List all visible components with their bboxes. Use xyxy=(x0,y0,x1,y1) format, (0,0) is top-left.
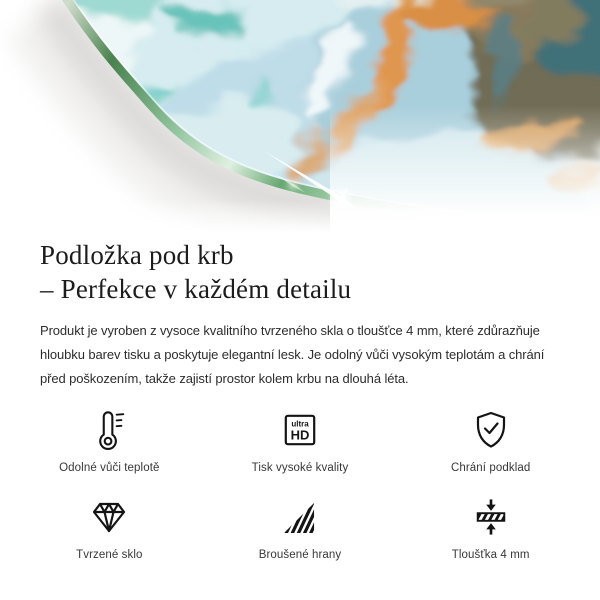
ultra-hd-icon xyxy=(282,412,318,448)
feature-tempered-glass xyxy=(14,495,205,563)
page-title-line2: – Perfekce v každém detailu xyxy=(40,274,352,304)
feature-label: Broušené hrany xyxy=(258,549,342,561)
hero-product-image xyxy=(0,0,600,232)
thickness-4mm-icon xyxy=(473,498,509,536)
diamond-icon xyxy=(91,500,127,534)
page-title-line1: Podložka pod krb xyxy=(40,240,234,270)
feature-label: Tvrzené sklo xyxy=(76,549,143,561)
page-title xyxy=(40,238,560,306)
feature-label: Chrání podklad xyxy=(450,462,531,474)
feature-bevelled-edges xyxy=(205,495,396,563)
features-grid xyxy=(14,408,586,563)
thermometer-icon xyxy=(90,409,128,451)
product-description: Produkt je vyroben z vysoce kvalitního tvrzeného skla o tloušťce 4 mm, které zdůrazňuje hloubku barev tisku a poskytuje elegantní lesk. Je odolný vůči vysokým teplotám a chrání před poškozením, takže zajistí prostor kolem krbu na dlouhá léta. xyxy=(40,323,545,386)
ultra-text: ultra xyxy=(291,419,309,429)
hd-text: HD xyxy=(290,427,310,443)
shield-check-icon xyxy=(473,410,509,450)
fade-overlay-bottom xyxy=(0,200,600,232)
product-info-section xyxy=(0,238,600,391)
feature-temperature xyxy=(14,408,205,476)
feature-label: Tloušťka 4 mm xyxy=(451,549,530,561)
feature-print-quality xyxy=(205,408,396,476)
beveled-edges-icon xyxy=(282,500,318,534)
glass-pad-photo xyxy=(0,0,600,232)
feature-label: Odolné vůči teplotě xyxy=(59,462,160,474)
feature-thickness xyxy=(395,495,586,563)
feature-label: Tisk vysoké kvality xyxy=(251,462,349,474)
feature-protects-floor xyxy=(395,408,586,476)
